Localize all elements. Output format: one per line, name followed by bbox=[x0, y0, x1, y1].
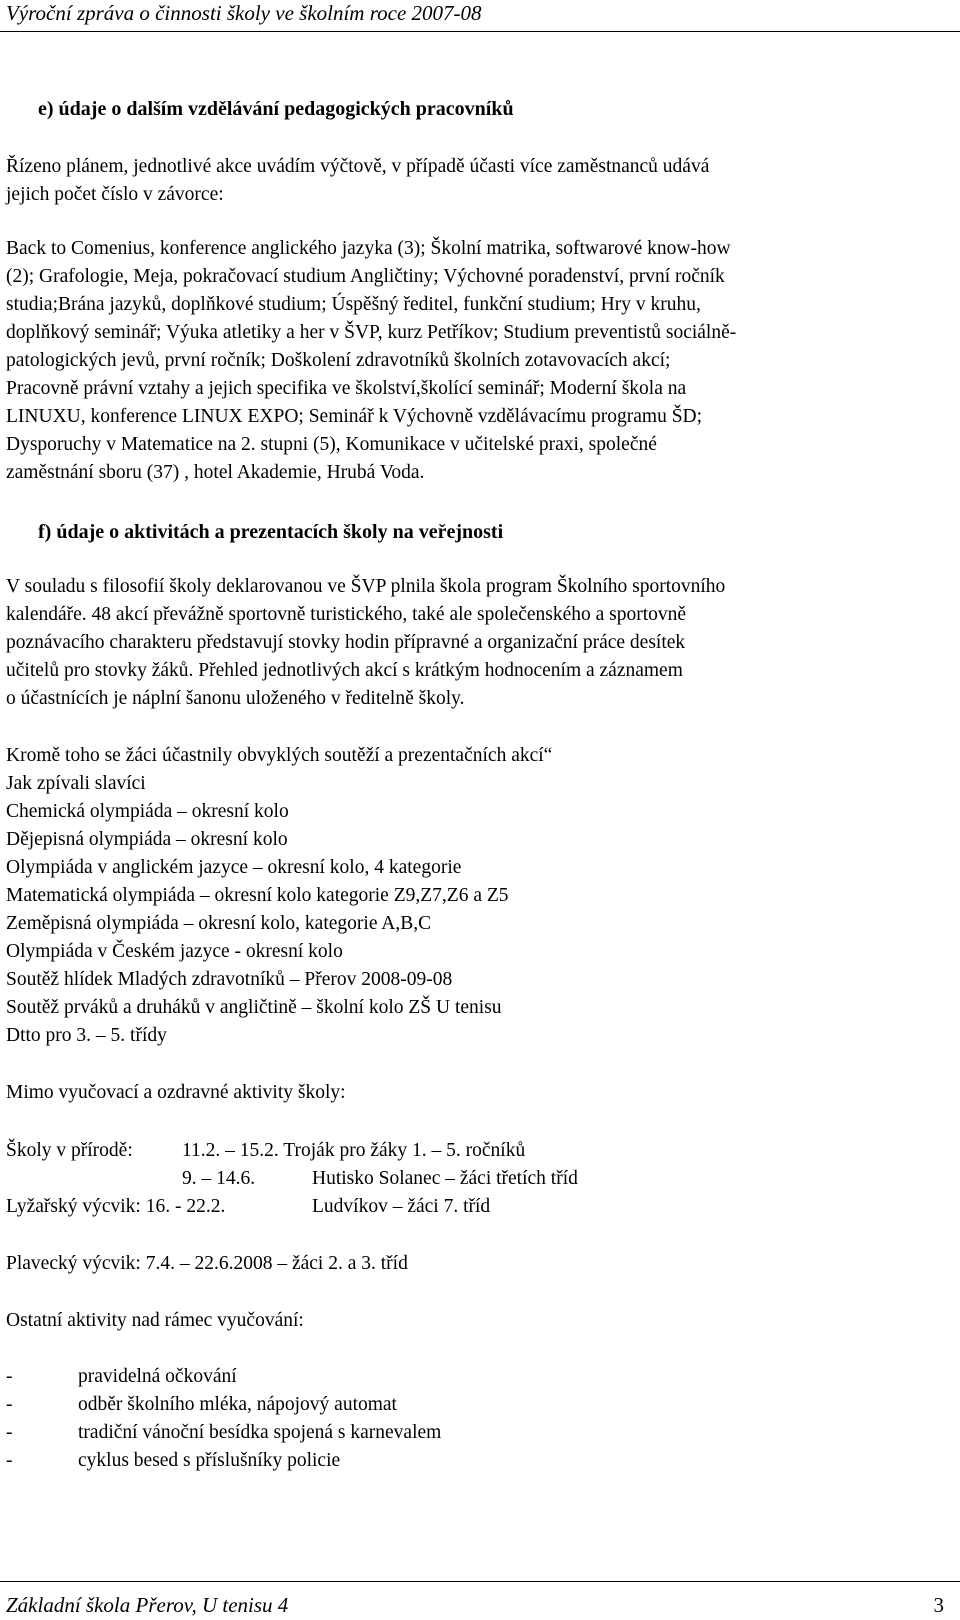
competition-item: Olympiáda v anglickém jazyce – okresní kolo, 4 kategorie bbox=[6, 857, 462, 878]
other-activity-item: odběr školního mléka, nápojový automat bbox=[78, 1394, 397, 1415]
section-f-paragraph-line: učitelů pro stovky žáků. Přehled jednotlivých akcí s krátkým hodnocením a záznamem bbox=[6, 660, 683, 681]
swim-course: Plavecký výcvik: 7.4. – 22.6.2008 – žáci 2. a 3. tříd bbox=[6, 1253, 408, 1274]
competition-item: Dějepisná olympiáda – okresní kolo bbox=[6, 829, 288, 850]
page-header: Výroční zpráva o činnosti školy ve školním roce 2007-08 bbox=[6, 1, 482, 25]
competition-item: Matematická olympiáda – okresní kolo kategorie Z9,Z7,Z6 a Z5 bbox=[6, 885, 509, 906]
list-bullet: - bbox=[6, 1394, 13, 1415]
competition-item: Olympiáda v Českém jazyce - okresní kolo bbox=[6, 941, 343, 962]
section-f-paragraph-line: V souladu s filosofií školy deklarovanou ve ŠVP plnila škola program Školního sportovního bbox=[6, 576, 726, 597]
competition-item: Zeměpisná olympiáda – okresní kolo, kategorie A,B,C bbox=[6, 913, 432, 934]
competitions-intro: Kromě toho se žáci účastnily obvyklých soutěží a prezentačních akcí“ bbox=[6, 745, 553, 766]
list-bullet: - bbox=[6, 1422, 13, 1443]
schools-nature-row2-dates: 9. – 14.6. bbox=[182, 1168, 256, 1189]
list-bullet: - bbox=[6, 1366, 13, 1387]
schools-nature-row2-text: Hutisko Solanec – žáci třetích tříd bbox=[312, 1168, 578, 1189]
ski-course-text: Ludvíkov – žáci 7. tříd bbox=[312, 1196, 491, 1217]
section-f-heading: f) údaje o aktivitách a prezentacích školy na veřejnosti bbox=[38, 521, 504, 543]
section-e-paragraph-line: zaměstnání sboru (37) , hotel Akademie, Hrubá Voda. bbox=[6, 462, 425, 483]
other-activity-item: tradiční vánoční besídka spojená s karnevalem bbox=[78, 1422, 442, 1443]
other-activity-item: pravidelná očkování bbox=[78, 1366, 237, 1387]
section-e-paragraph-line: doplňkový seminář; Výuka atletiky a her v ŠVP, kurz Petříkov; Studium preventistů sociálně- bbox=[6, 322, 737, 343]
section-e-paragraph-line: Dysporuchy v Matematice na 2. stupni (5), Komunikace v učitelské praxi, společné bbox=[6, 434, 657, 455]
section-f-paragraph-line: poznávacího charakteru představují stovky hodin přípravné a organizační práce desítek bbox=[6, 632, 686, 653]
section-e-paragraph-line: patologických jevů, první ročník; Doškolení zdravotníků školních zotavovacích akcí; bbox=[6, 350, 671, 371]
page-number: 3 bbox=[933, 1593, 944, 1617]
section-e-paragraph-line: (2); Grafologie, Meja, pokračovací studium Angličtiny; Výchovné poradenství, první ročník bbox=[6, 266, 725, 287]
competition-item: Chemická olympiáda – okresní kolo bbox=[6, 801, 289, 822]
section-e-intro-line: jejich počet číslo v závorce: bbox=[6, 184, 224, 205]
other-activities-heading: Ostatní aktivity nad rámec vyučování: bbox=[6, 1310, 304, 1331]
section-e-paragraph-line: studia;Brána jazyků, doplňkové studium; Úspěšný ředitel, funkční studium; Hry v kruhu, bbox=[6, 294, 701, 315]
footer-divider bbox=[0, 1581, 960, 1582]
section-e-heading: e) údaje o dalším vzdělávání pedagogických pracovníků bbox=[38, 98, 514, 120]
section-e-paragraph-line: Pracovně právní vztahy a jejich specifika ve školství,školící seminář; Moderní škola na bbox=[6, 378, 687, 399]
competition-item: Dtto pro 3. – 5. třídy bbox=[6, 1025, 167, 1046]
section-e-intro-line: Řízeno plánem, jednotlivé akce uvádím výčtově, v případě účasti více zaměstnanců udává bbox=[6, 156, 710, 177]
header-divider bbox=[0, 31, 960, 32]
extra-activities-heading: Mimo vyučovací a ozdravné aktivity školy: bbox=[6, 1082, 346, 1103]
section-f-paragraph-line: o účastnících je náplní šanonu uloženého v ředitelně školy. bbox=[6, 688, 465, 709]
competition-item: Jak zpívali slavíci bbox=[6, 773, 146, 794]
schools-nature-row1: 11.2. – 15.2. Troják pro žáky 1. – 5. ročníků bbox=[182, 1140, 526, 1161]
ski-course-label: Lyžařský výcvik: 16. - 22.2. bbox=[6, 1196, 226, 1217]
list-bullet: - bbox=[6, 1450, 13, 1471]
competition-item: Soutěž prváků a druháků v angličtině – školní kolo ZŠ U tenisu bbox=[6, 997, 502, 1018]
section-f-paragraph-line: kalendáře. 48 akcí převážně sportovně turistického, také ale společenského a sportovně bbox=[6, 604, 687, 625]
competition-item: Soutěž hlídek Mladých zdravotníků – Přerov 2008-09-08 bbox=[6, 969, 453, 990]
section-e-paragraph-line: Back to Comenius, konference anglického jazyka (3); Školní matrika, softwarové know-how bbox=[6, 238, 731, 259]
other-activity-item: cyklus besed s příslušníky policie bbox=[78, 1450, 341, 1471]
section-e-paragraph-line: LINUXU, konference LINUX EXPO; Seminář k Výchovně vzdělávacímu programu ŠD; bbox=[6, 406, 703, 427]
schools-nature-label: Školy v přírodě: bbox=[6, 1140, 133, 1161]
footer-school-name: Základní škola Přerov, U tenisu 4 bbox=[6, 1593, 289, 1617]
